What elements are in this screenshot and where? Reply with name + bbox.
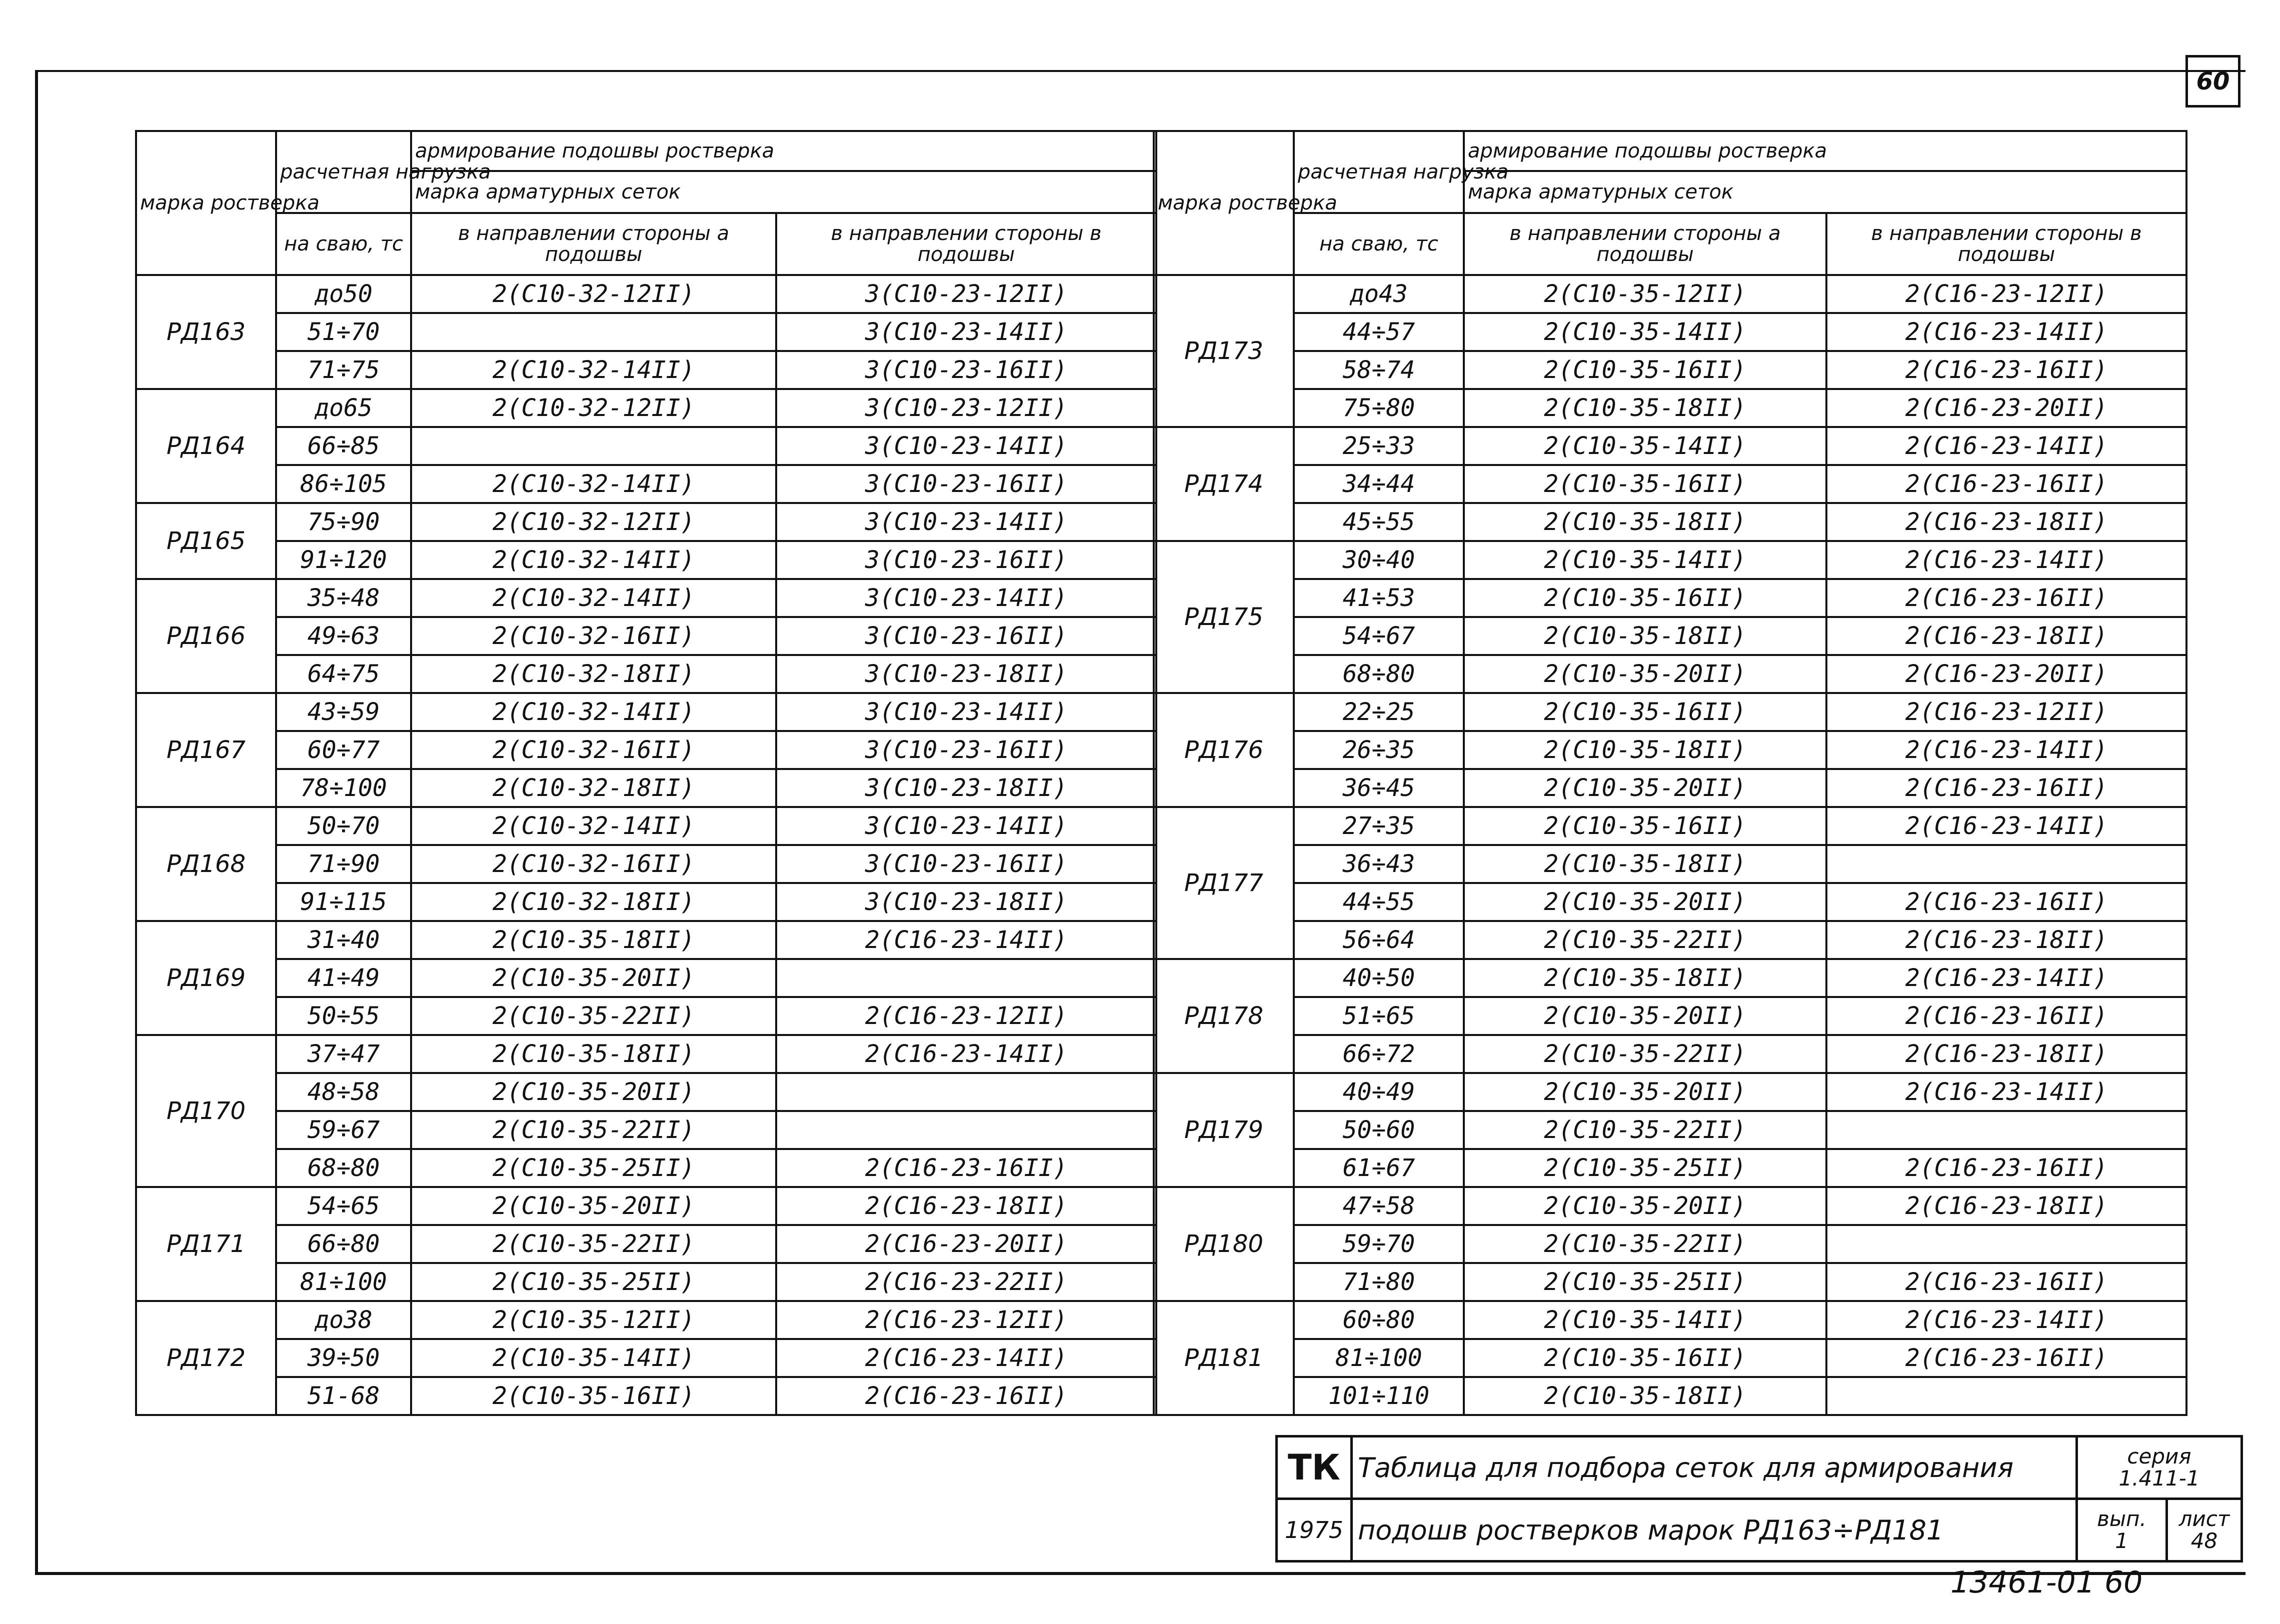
mesh-side-b: 2(С16-23-16II) — [1826, 769, 2186, 807]
load-range: 101÷110 — [1294, 1377, 1464, 1415]
mesh-side-b: 2(С16-23-14II) — [1826, 807, 2186, 845]
mesh-side-a: 2(С10-35-14II) — [1464, 541, 1826, 579]
title-block — [1275, 1435, 2243, 1562]
load-range: 66÷80 — [276, 1225, 411, 1263]
load-range: 64÷75 — [276, 655, 411, 693]
load-range: 26÷35 — [1294, 731, 1464, 769]
mesh-side-a: 2(С10-35-20II) — [1464, 655, 1826, 693]
table-row — [1154, 275, 2186, 313]
mesh-side-b: 2(С16-23-18II) — [1826, 921, 2186, 959]
mesh-side-b: 3(С10-23-16II) — [776, 845, 1156, 883]
load-range: 35÷48 — [276, 579, 411, 617]
foundation-mark: РД178 — [1154, 959, 1294, 1073]
mesh-side-a: 2(С10-35-16II) — [1464, 807, 1826, 845]
table-row — [136, 883, 1156, 921]
load-range: 40÷49 — [1294, 1073, 1464, 1111]
mesh-side-b: 3(С10-23-14II) — [776, 693, 1156, 731]
mesh-side-b: 2(С16-23-16II) — [1826, 883, 2186, 921]
mesh-side-b: 2(С16-23-22II) — [776, 1263, 1156, 1301]
foundation-mark: РД181 — [1154, 1301, 1294, 1415]
load-range: до38 — [276, 1301, 411, 1339]
mesh-side-b: 2(С16-23-14II) — [776, 921, 1156, 959]
mesh-side-b: 2(С16-23-12II) — [1826, 693, 2186, 731]
mesh-side-b: 2(С16-23-16II) — [1826, 1263, 2186, 1301]
mesh-side-b: 3(С10-23-14II) — [776, 503, 1156, 541]
table-row — [1154, 541, 2186, 579]
table-row — [1154, 921, 2186, 959]
header-mesh-marks: марка арматурных сеток — [411, 171, 1156, 213]
mesh-side-a: 2(С10-35-16II) — [411, 1377, 776, 1415]
mesh-side-b: 2(С16-23-14II) — [776, 1035, 1156, 1073]
mesh-side-a: 2(С10-35-20II) — [1464, 1187, 1826, 1225]
mesh-side-a: 2(С10-35-14II) — [1464, 313, 1826, 351]
mesh-side-b: 3(С10-23-12II) — [776, 275, 1156, 313]
mesh-side-b: 3(С10-23-16II) — [776, 617, 1156, 655]
table-row — [136, 389, 1156, 427]
table-row — [1154, 1035, 2186, 1073]
table-row — [1154, 1339, 2186, 1377]
mesh-side-a: 2(С10-32-14II) — [411, 541, 776, 579]
load-range: 59÷70 — [1294, 1225, 1464, 1263]
mesh-side-a: 2(С10-35-16II) — [1464, 1339, 1826, 1377]
mesh-side-b — [1826, 1377, 2186, 1415]
archive-code: 13461-01 60 — [1950, 1565, 2143, 1600]
load-range: 86÷105 — [276, 465, 411, 503]
header-reinforcement: армирование подошвы ростверка — [1464, 131, 2186, 171]
table-row — [1154, 1187, 2186, 1225]
table-row — [1154, 1225, 2186, 1263]
mesh-side-b: 2(С16-23-14II) — [1826, 731, 2186, 769]
load-range: 75÷80 — [1294, 389, 1464, 427]
foundation-mark: РД169 — [136, 921, 276, 1035]
org-code: ТК — [1277, 1436, 1352, 1499]
mesh-side-a: 2(С10-35-20II) — [411, 959, 776, 997]
foundation-mark: РД171 — [136, 1187, 276, 1301]
mesh-side-a: 2(С10-35-20II) — [411, 1073, 776, 1111]
load-range: 60÷77 — [276, 731, 411, 769]
mesh-side-a: 2(С10-35-12II) — [1464, 275, 1826, 313]
load-range: 27÷35 — [1294, 807, 1464, 845]
load-range: 50÷70 — [276, 807, 411, 845]
load-range: 56÷64 — [1294, 921, 1464, 959]
load-range: 43÷59 — [276, 693, 411, 731]
mesh-side-a: 2(С10-35-18II) — [1464, 389, 1826, 427]
mesh-side-a: 2(С10-35-22II) — [411, 1111, 776, 1149]
mesh-side-a: 2(С10-32-12II) — [411, 503, 776, 541]
load-range: 50÷55 — [276, 997, 411, 1035]
table-row — [1154, 769, 2186, 807]
mesh-side-b: 2(С16-23-14II) — [1826, 1301, 2186, 1339]
mesh-side-a: 2(С10-35-25II) — [1464, 1263, 1826, 1301]
load-range: 58÷74 — [1294, 351, 1464, 389]
header-load-unit: на сваю, тс — [276, 213, 411, 275]
mesh-side-b: 3(С10-23-18II) — [776, 883, 1156, 921]
table-row — [136, 959, 1156, 997]
mesh-side-a: 2(С10-35-20II) — [1464, 883, 1826, 921]
mesh-side-a: 2(С10-35-16II) — [1464, 579, 1826, 617]
series-value: 1.411-1 — [2118, 1466, 2200, 1490]
table-row — [1154, 617, 2186, 655]
table-row — [136, 1187, 1156, 1225]
mesh-side-b: 2(С16-23-18II) — [776, 1187, 1156, 1225]
table-row — [1154, 1377, 2186, 1415]
foundation-mark: РД168 — [136, 807, 276, 921]
table-row — [136, 579, 1156, 617]
load-range: до65 — [276, 389, 411, 427]
mesh-side-a: 2(С10-35-18II) — [411, 921, 776, 959]
table-row — [1154, 465, 2186, 503]
foundation-mark: РД173 — [1154, 275, 1294, 427]
table-row — [136, 465, 1156, 503]
load-range: 75÷90 — [276, 503, 411, 541]
load-range: 68÷80 — [276, 1149, 411, 1187]
mesh-side-a: 2(С10-32-14II) — [411, 351, 776, 389]
mesh-side-a: 2(С10-35-18II) — [1464, 617, 1826, 655]
foundation-mark: РД174 — [1154, 427, 1294, 541]
load-range: 54÷65 — [276, 1187, 411, 1225]
table-row — [136, 1111, 1156, 1149]
issue-label: вып. — [2097, 1506, 2146, 1531]
load-range: до43 — [1294, 275, 1464, 313]
mesh-side-b: 2(С16-23-20II) — [1826, 389, 2186, 427]
mesh-side-b: 2(С16-23-16II) — [776, 1149, 1156, 1187]
mesh-side-a: 2(С10-32-14II) — [411, 579, 776, 617]
mesh-side-a: 2(С10-35-14II) — [411, 1339, 776, 1377]
load-range: 36÷43 — [1294, 845, 1464, 883]
mesh-side-a: 2(С10-35-22II) — [1464, 1035, 1826, 1073]
foundation-mark: РД163 — [136, 275, 276, 389]
mesh-side-b: 2(С16-23-14II) — [1826, 313, 2186, 351]
table-row — [1154, 959, 2186, 997]
mesh-side-a: 2(С10-35-18II) — [1464, 503, 1826, 541]
load-range: 22÷25 — [1294, 693, 1464, 731]
mesh-side-b: 3(С10-23-14II) — [776, 313, 1156, 351]
mesh-side-b: 2(С16-23-18II) — [1826, 1035, 2186, 1073]
load-range: 66÷85 — [276, 427, 411, 465]
mesh-side-b: 2(С16-23-12II) — [776, 1301, 1156, 1339]
mesh-side-a: 2(С10-35-25II) — [411, 1149, 776, 1187]
table-row — [1154, 1111, 2186, 1149]
mesh-side-a: 2(С10-35-22II) — [1464, 1225, 1826, 1263]
mesh-side-a: 2(С10-32-16II) — [411, 845, 776, 883]
table-row — [136, 997, 1156, 1035]
mesh-side-a: 2(С10-35-25II) — [1464, 1149, 1826, 1187]
issue-cell — [2077, 1499, 2167, 1562]
header-mark: марка ростверка — [136, 131, 276, 275]
header-side-b: в направлении стороны в подошвы — [776, 213, 1156, 275]
mesh-side-b: 3(С10-23-14II) — [776, 427, 1156, 465]
mesh-side-b: 2(С16-23-14II) — [1826, 959, 2186, 997]
load-range: 49÷63 — [276, 617, 411, 655]
load-range: 61÷67 — [1294, 1149, 1464, 1187]
sheet-cell — [2167, 1499, 2242, 1562]
mesh-side-a: 2(С10-35-18II) — [1464, 959, 1826, 997]
load-range: 81÷100 — [1294, 1339, 1464, 1377]
table-row — [136, 541, 1156, 579]
load-range: 51÷65 — [1294, 997, 1464, 1035]
mesh-side-b: 2(С16-23-16II) — [1826, 351, 2186, 389]
table-row — [1154, 503, 2186, 541]
mesh-side-b: 2(С16-23-18II) — [1826, 617, 2186, 655]
load-range: 39÷50 — [276, 1339, 411, 1377]
load-range: 37÷47 — [276, 1035, 411, 1073]
table-row — [1154, 883, 2186, 921]
foundation-mark: РД176 — [1154, 693, 1294, 807]
table-row — [1154, 655, 2186, 693]
table-row — [136, 1073, 1156, 1111]
table-row — [1154, 1263, 2186, 1301]
mesh-side-a: 2(С10-35-18II) — [1464, 1377, 1826, 1415]
load-range: 71÷80 — [1294, 1263, 1464, 1301]
mesh-side-b — [776, 1111, 1156, 1149]
load-range: 41÷49 — [276, 959, 411, 997]
table-row — [136, 1035, 1156, 1073]
mesh-side-b: 3(С10-23-18II) — [776, 769, 1156, 807]
table-row — [136, 351, 1156, 389]
load-range: 36÷45 — [1294, 769, 1464, 807]
mesh-side-a: 2(С10-35-16II) — [1464, 465, 1826, 503]
table-row — [136, 769, 1156, 807]
table-row — [136, 693, 1156, 731]
load-range: 91÷115 — [276, 883, 411, 921]
table-row — [136, 807, 1156, 845]
foundation-mark: РД177 — [1154, 807, 1294, 959]
table-row — [136, 617, 1156, 655]
title-line-2: подошв ростверков марок РД163÷РД181 — [1352, 1499, 2077, 1562]
series-label: серия — [2127, 1444, 2191, 1468]
mesh-side-a: 2(С10-35-18II) — [411, 1035, 776, 1073]
table-row — [1154, 579, 2186, 617]
title-line-1: Таблица для подбора сеток для армирования — [1352, 1436, 2077, 1499]
table-row — [136, 731, 1156, 769]
table-row — [1154, 845, 2186, 883]
mesh-side-a: 2(С10-35-22II) — [1464, 1111, 1826, 1149]
load-range: 30÷40 — [1294, 541, 1464, 579]
mesh-side-b: 2(С16-23-16II) — [1826, 579, 2186, 617]
load-range: 45÷55 — [1294, 503, 1464, 541]
load-range: 68÷80 — [1294, 655, 1464, 693]
sheet-label: лист — [2178, 1506, 2230, 1531]
table-row — [136, 1225, 1156, 1263]
foundation-mark: РД165 — [136, 503, 276, 579]
table-row — [136, 1377, 1156, 1415]
mesh-side-a: 2(С10-32-18II) — [411, 883, 776, 921]
mesh-side-a: 2(С10-32-14II) — [411, 807, 776, 845]
mesh-side-b: 2(С16-23-16II) — [776, 1377, 1156, 1415]
mesh-side-a: 2(С10-35-18II) — [1464, 845, 1826, 883]
mesh-side-b: 2(С16-23-14II) — [1826, 427, 2186, 465]
table-row — [1154, 1073, 2186, 1111]
mesh-side-b: 2(С16-23-16II) — [1826, 1149, 2186, 1187]
table-row — [1154, 807, 2186, 845]
header-load: расчетная нагрузка — [276, 131, 411, 213]
table-row — [1154, 351, 2186, 389]
mesh-side-b: 2(С16-23-18II) — [1826, 1187, 2186, 1225]
mesh-side-b: 2(С16-23-18II) — [1826, 503, 2186, 541]
issue-value: 1 — [2115, 1528, 2128, 1553]
load-range: до50 — [276, 275, 411, 313]
table-row — [1154, 731, 2186, 769]
header-mark: марка ростверка — [1154, 131, 1294, 275]
load-range: 47÷58 — [1294, 1187, 1464, 1225]
foundation-mark: РД164 — [136, 389, 276, 503]
table-row — [1154, 389, 2186, 427]
load-range: 51÷70 — [276, 313, 411, 351]
load-range: 48÷58 — [276, 1073, 411, 1111]
table-row — [136, 275, 1156, 313]
mesh-side-a: 2(С10-35-20II) — [1464, 997, 1826, 1035]
header-side-a: в направлении стороны а подошвы — [1464, 213, 1826, 275]
mesh-side-a: 2(С10-35-12II) — [411, 1301, 776, 1339]
mesh-side-b: 2(С16-23-16II) — [1826, 465, 2186, 503]
table-row — [1154, 1149, 2186, 1187]
mesh-side-b — [1826, 845, 2186, 883]
load-range: 50÷60 — [1294, 1111, 1464, 1149]
mesh-side-b: 3(С10-23-16II) — [776, 351, 1156, 389]
table-row — [136, 845, 1156, 883]
mesh-side-a: 2(С10-32-12II) — [411, 389, 776, 427]
foundation-mark: РД179 — [1154, 1073, 1294, 1187]
mesh-side-b: 2(С16-23-16II) — [1826, 1339, 2186, 1377]
foundation-mark: РД170 — [136, 1035, 276, 1187]
table-row — [1154, 997, 2186, 1035]
load-range: 51-68 — [276, 1377, 411, 1415]
load-range: 71÷75 — [276, 351, 411, 389]
table-row — [136, 1301, 1156, 1339]
table-row — [136, 1149, 1156, 1187]
load-range: 81÷100 — [276, 1263, 411, 1301]
load-range: 71÷90 — [276, 845, 411, 883]
header-reinforcement: армирование подошвы ростверка — [411, 131, 1156, 171]
table-row — [136, 921, 1156, 959]
mesh-side-b: 2(С16-23-12II) — [1826, 275, 2186, 313]
mesh-side-b: 3(С10-23-18II) — [776, 655, 1156, 693]
mesh-side-a: 2(С10-35-14II) — [1464, 427, 1826, 465]
table-row — [136, 655, 1156, 693]
header-load-unit: на сваю, тс — [1294, 213, 1464, 275]
mesh-side-a: 2(С10-35-16II) — [1464, 351, 1826, 389]
load-range: 54÷67 — [1294, 617, 1464, 655]
mesh-side-b: 3(С10-23-16II) — [776, 731, 1156, 769]
mesh-side-a: 2(С10-32-18II) — [411, 655, 776, 693]
load-range: 59÷67 — [276, 1111, 411, 1149]
table-row — [136, 503, 1156, 541]
load-range: 25÷33 — [1294, 427, 1464, 465]
table-row — [1154, 427, 2186, 465]
header-load: расчетная нагрузка — [1294, 131, 1464, 213]
header-side-b: в направлении стороны в подошвы — [1826, 213, 2186, 275]
table-row — [1154, 313, 2186, 351]
foundation-mark: РД172 — [136, 1301, 276, 1415]
mesh-side-b — [1826, 1111, 2186, 1149]
mesh-side-a: 2(С10-35-14II) — [1464, 1301, 1826, 1339]
mesh-side-a: 2(С10-35-22II) — [411, 1225, 776, 1263]
header-side-a: в направлении стороны а подошвы — [411, 213, 776, 275]
mesh-side-b: 3(С10-23-16II) — [776, 465, 1156, 503]
mesh-side-b: 3(С10-23-12II) — [776, 389, 1156, 427]
reinforcement-table-left — [135, 130, 1157, 1416]
mesh-side-a — [411, 427, 776, 465]
mesh-side-b: 3(С10-23-16II) — [776, 541, 1156, 579]
foundation-mark: РД180 — [1154, 1187, 1294, 1301]
load-range: 34÷44 — [1294, 465, 1464, 503]
load-range: 91÷120 — [276, 541, 411, 579]
mesh-side-b — [776, 1073, 1156, 1111]
year: 1975 — [1277, 1499, 1352, 1562]
mesh-side-a: 2(С10-32-16II) — [411, 617, 776, 655]
reinforcement-table-right — [1153, 130, 2187, 1416]
mesh-side-b: 2(С16-23-20II) — [1826, 655, 2186, 693]
mesh-side-a: 2(С10-35-20II) — [1464, 769, 1826, 807]
mesh-side-b: 3(С10-23-14II) — [776, 579, 1156, 617]
sheet-value: 48 — [2190, 1528, 2218, 1553]
mesh-side-b: 2(С16-23-14II) — [1826, 541, 2186, 579]
table-row — [136, 1263, 1156, 1301]
mesh-side-a: 2(С10-32-14II) — [411, 693, 776, 731]
mesh-side-a: 2(С10-32-12II) — [411, 275, 776, 313]
table-row — [136, 427, 1156, 465]
table-row — [136, 313, 1156, 351]
mesh-side-a: 2(С10-32-16II) — [411, 731, 776, 769]
mesh-side-b: 2(С16-23-14II) — [776, 1339, 1156, 1377]
mesh-side-b — [776, 959, 1156, 997]
mesh-side-a — [411, 313, 776, 351]
mesh-side-b: 2(С16-23-16II) — [1826, 997, 2186, 1035]
foundation-mark: РД175 — [1154, 541, 1294, 693]
mesh-side-a: 2(С10-35-22II) — [411, 997, 776, 1035]
foundation-mark: РД167 — [136, 693, 276, 807]
table-row — [1154, 693, 2186, 731]
mesh-side-b: 2(С16-23-12II) — [776, 997, 1156, 1035]
foundation-mark: РД166 — [136, 579, 276, 693]
mesh-side-a: 2(С10-32-14II) — [411, 465, 776, 503]
mesh-side-a: 2(С10-32-18II) — [411, 769, 776, 807]
table-row — [1154, 1301, 2186, 1339]
mesh-side-b — [1826, 1225, 2186, 1263]
sheet-number: 60 — [2185, 55, 2240, 108]
load-range: 40÷50 — [1294, 959, 1464, 997]
mesh-side-a: 2(С10-35-20II) — [411, 1187, 776, 1225]
load-range: 78÷100 — [276, 769, 411, 807]
load-range: 60÷80 — [1294, 1301, 1464, 1339]
table-row — [136, 1339, 1156, 1377]
load-range: 44÷55 — [1294, 883, 1464, 921]
load-range: 44÷57 — [1294, 313, 1464, 351]
series-cell — [2077, 1436, 2242, 1499]
mesh-side-b: 3(С10-23-14II) — [776, 807, 1156, 845]
load-range: 31÷40 — [276, 921, 411, 959]
mesh-side-a: 2(С10-35-25II) — [411, 1263, 776, 1301]
mesh-side-a: 2(С10-35-20II) — [1464, 1073, 1826, 1111]
load-range: 66÷72 — [1294, 1035, 1464, 1073]
mesh-side-a: 2(С10-35-18II) — [1464, 731, 1826, 769]
mesh-side-a: 2(С10-35-16II) — [1464, 693, 1826, 731]
mesh-side-b: 2(С16-23-14II) — [1826, 1073, 2186, 1111]
mesh-side-b: 2(С16-23-20II) — [776, 1225, 1156, 1263]
header-mesh-marks: марка арматурных сеток — [1464, 171, 2186, 213]
mesh-side-a: 2(С10-35-22II) — [1464, 921, 1826, 959]
load-range: 41÷53 — [1294, 579, 1464, 617]
